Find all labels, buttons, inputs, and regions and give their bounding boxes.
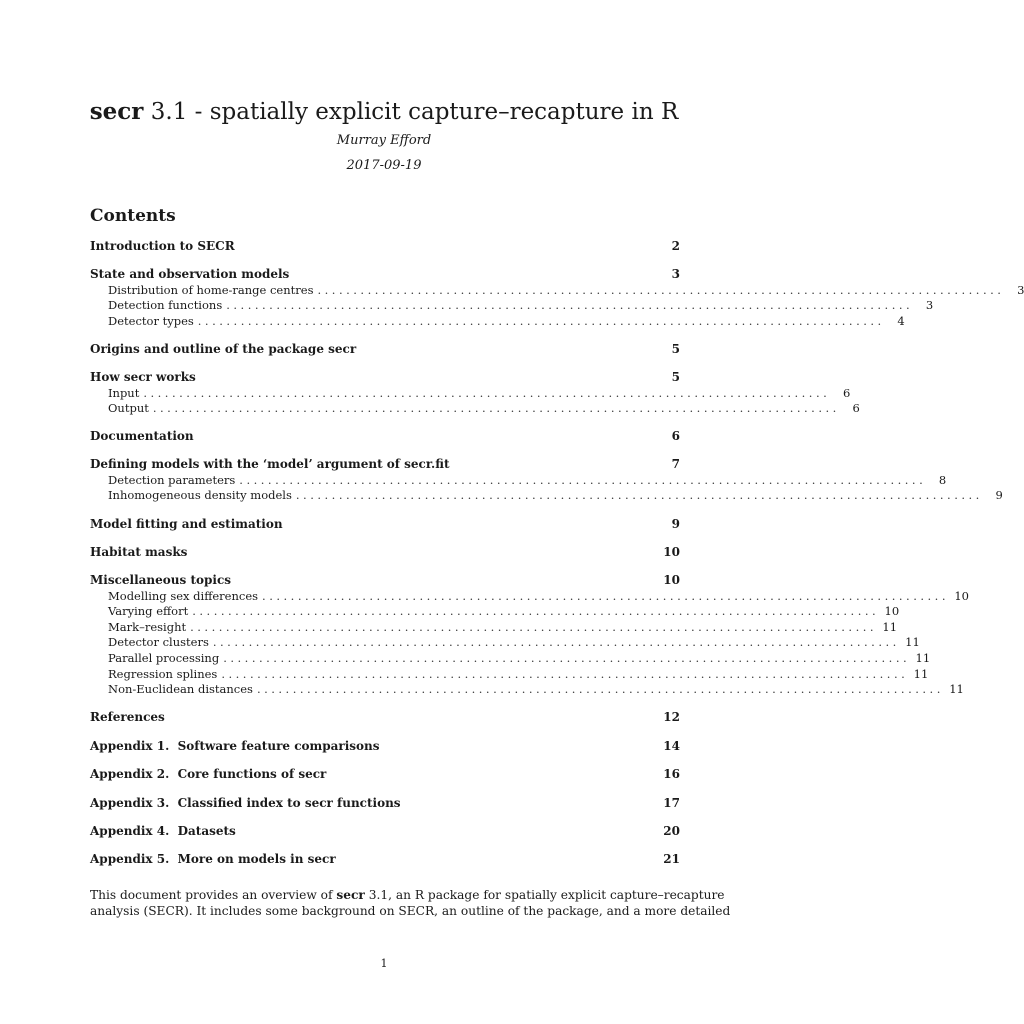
- toc-subentry[interactable]: Detector types ................................................................................................ 4: [108, 314, 905, 328]
- toc-subentry[interactable]: Detection parameters ................................................................................................ 8: [108, 473, 947, 487]
- toc-entry-appendix-3[interactable]: Appendix 3. Classified index to secr functions 17: [90, 796, 680, 810]
- toc-entry-references[interactable]: References 12: [90, 710, 680, 724]
- page-number: 1: [380, 957, 388, 970]
- contents-heading: Contents: [90, 206, 176, 226]
- toc-entry-habitat-masks[interactable]: Habitat masks 10: [90, 545, 680, 559]
- intro-paragraph: [90, 887, 731, 919]
- title-package-name: secr: [89, 98, 144, 125]
- toc-entry-appendix-1[interactable]: Appendix 1. Software feature comparisons 14: [90, 739, 680, 753]
- toc-subentry[interactable]: Distribution of home-range centres ................................................................................................ 3: [108, 283, 1024, 297]
- package-name: secr: [336, 888, 365, 902]
- toc-entry-appendix-2[interactable]: Appendix 2. Core functions of secr 16: [90, 767, 680, 781]
- toc-entry-introduction[interactable]: Introduction to SECR 2: [90, 239, 680, 253]
- toc-subentry[interactable]: Inhomogeneous density models ................................................................................................ 9: [108, 488, 1003, 502]
- paragraph-line: analysis (SECR). It includes some background on SECR, an outline of the package, and a more detailed: [90, 904, 731, 918]
- toc-entry-appendix-5[interactable]: Appendix 5. More on models in secr 21: [90, 852, 680, 866]
- toc-subentry[interactable]: Detection functions ................................................................................................ 3: [108, 298, 934, 312]
- toc-subentry[interactable]: Mark–resight ................................................................................................ 11: [108, 620, 898, 634]
- toc-subentry[interactable]: Regression splines ................................................................................................ 11: [108, 667, 929, 681]
- toc-entry-how-secr-works[interactable]: How secr works 5: [90, 370, 680, 384]
- toc-entry-documentation[interactable]: Documentation 6: [90, 429, 680, 443]
- paragraph-line: This document provides an overview of secr 3.1, an R package for spatially explicit capture–recapture: [90, 888, 725, 902]
- toc-entry-miscellaneous[interactable]: Miscellaneous topics 10: [90, 573, 680, 587]
- toc-entry-model-fitting[interactable]: Model fitting and estimation 9: [90, 517, 680, 531]
- date: 2017-09-19: [346, 158, 422, 173]
- toc-subentry[interactable]: Varying effort ................................................................................................ 10: [108, 604, 900, 618]
- toc-entry-origins[interactable]: Origins and outline of the package secr 5: [90, 342, 680, 356]
- toc-entry-defining-models[interactable]: Defining models with the ‘model’ argument of secr.fit 7: [90, 457, 680, 471]
- toc-subentry[interactable]: Input ................................................................................................ 6: [108, 386, 851, 400]
- toc-subentry[interactable]: Detector clusters ................................................................................................ 11: [108, 635, 920, 649]
- author: Murray Efford: [336, 133, 432, 148]
- toc-subentry[interactable]: Output ................................................................................................ 6: [108, 401, 860, 415]
- toc-entry-appendix-4[interactable]: Appendix 4. Datasets 20: [90, 824, 680, 838]
- toc-subentry[interactable]: Modelling sex differences ................................................................................................ 10: [108, 589, 969, 603]
- title-text: 3.1 - spatially explicit capture–recapture in R: [143, 99, 679, 125]
- toc-subentry[interactable]: Parallel processing ................................................................................................ 11: [108, 651, 931, 665]
- document-title: [0, 98, 768, 126]
- toc-entry-state-observation[interactable]: State and observation models 3: [90, 267, 680, 281]
- toc-subentry[interactable]: Non-Euclidean distances ................................................................................................ 11: [108, 682, 964, 696]
